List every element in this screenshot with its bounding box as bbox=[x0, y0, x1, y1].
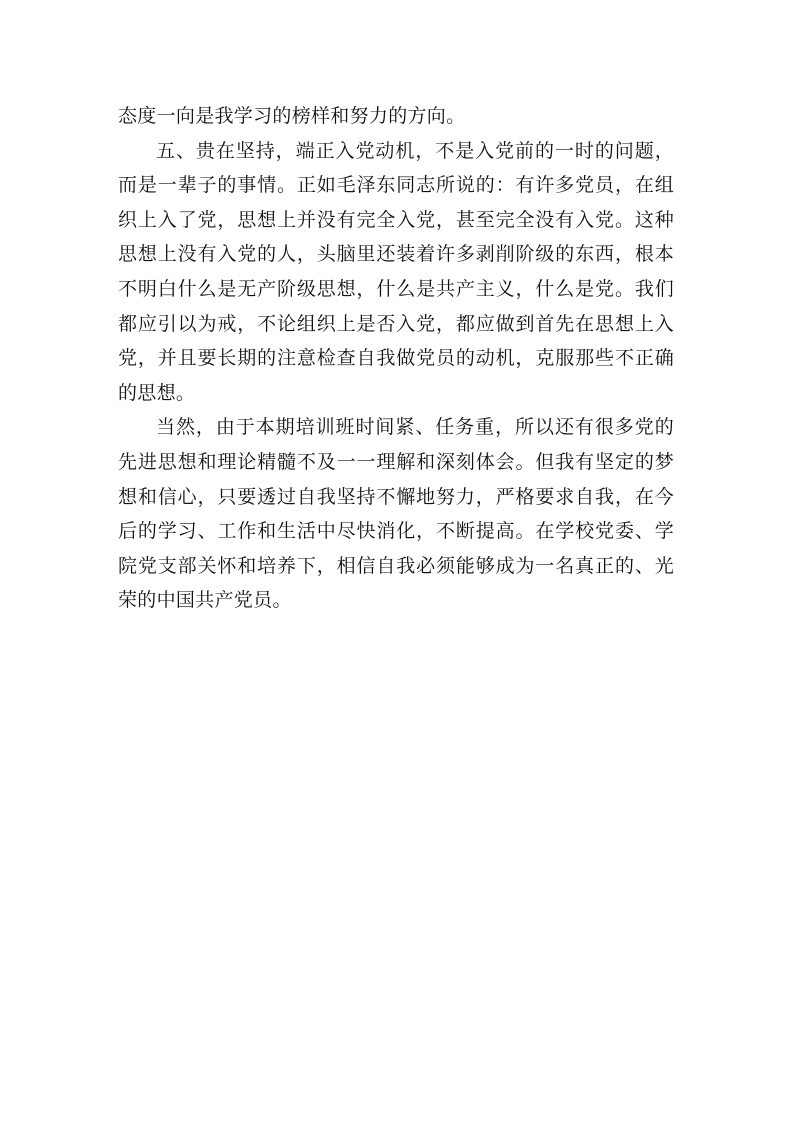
document-body bbox=[118, 99, 674, 618]
paragraph-continuation: 态度一向是我学习的榜样和努力的方向。 bbox=[118, 105, 466, 127]
paragraph-section-five: 五、贵在坚持，端正入党动机，不是入党前的一时的问题，而是一辈子的事情。正如毛泽东同志所说的：有许多党员，在组织上入了党，思想上并没有完全入党，甚至完全没有入党。这种思想上没有入党的人，头脑里还装着许多剥削阶级的东西，根本不明白什么是无产阶级思想，什么是共产主义，什么是党。我们都应引以为戒，不论组织上是否入党，都应做到首先在思想上入党，并且要长期的注意检查自我做党员的动机，克服那些不正确的思想。 bbox=[118, 139, 674, 404]
paragraph-conclusion: 当然，由于本期培训班时间紧、任务重，所以还有很多党的先进思想和理论精髓不及一一理解和深刻体会。但我有坚定的梦想和信心，只要透过自我坚持不懈地努力，严格要求自我，在今后的学习、工作和生活中尽快消化，不断提高。在学校党委、学院党支部关怀和培养下，相信自我必须能够成为一名真正的、光荣的中国共产党员。 bbox=[118, 416, 674, 612]
